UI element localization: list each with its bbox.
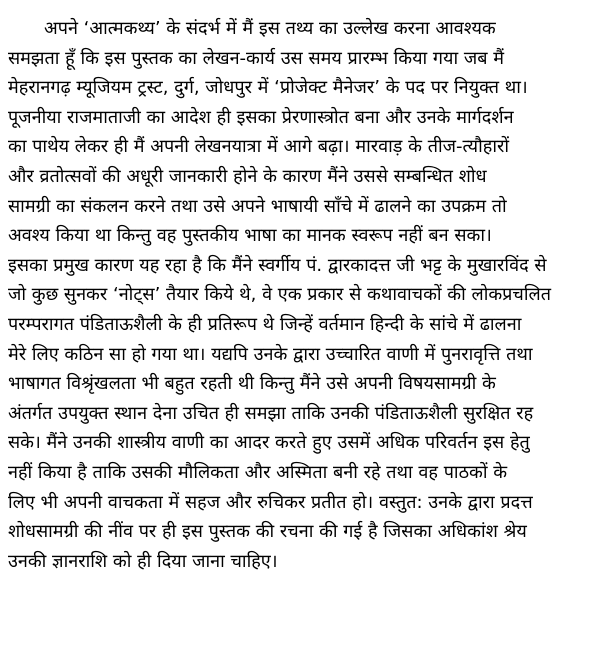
text-line-3: मेहरानगढ़ म्यूजियम ट्रस्ट, दुर्ग, जोधपुर में ‘प्रोजेक्ट मैनेजर’ के पद पर नियुक्त था।	[8, 77, 528, 99]
text-line-4: पूजनीया राजमाताजी का आदेश ही इसका प्रेरणास्त्रोत बना और उनके मार्गदर्शन	[8, 106, 514, 128]
text-line-19: उनकी ज्ञानराशि को ही दिया जाना चाहिए।	[8, 550, 278, 572]
text-line-1: अपने ‘आत्मकथ्य’ के संदर्भ में मैं इस तथ्य का उल्लेख करना आवश्यक	[44, 18, 496, 39]
text-line-15: सके। मैंने उनकी शास्त्रीय वाणी का आदर करते हुए उसमें अधिक परिवर्तन इस हेतु	[8, 432, 530, 454]
text-line-7: सामग्री का संकलन करने तथा उसे अपने भाषायी साँचे में ढालने का उपक्रम तो	[8, 195, 507, 217]
text-line-14: अंतर्गत उपयुक्त स्थान देना उचित ही समझा ताकि उनकी पंडिताऊशैली सुरक्षित रह	[8, 402, 534, 424]
text-line-8: अवश्य किया था किन्तु वह पुस्तकीय भाषा का मानक स्वरूप नहीं बन सका।	[8, 225, 492, 247]
text-line-17: लिए भी अपनी वाचकता में सहज और रुचिकर प्रतीत हो। वस्तुत: उनके द्वारा प्रदत्त	[8, 491, 533, 513]
text-line-18: शोधसामग्री की नींव पर ही इस पुस्तक की रचना की गई है जिसका अधिकांश श्रेय	[8, 521, 527, 543]
text-line-10: जो कुछ सुनकर ‘नोट्स’ तैयार किये थे, वे एक प्रकार से कथावाचकों की लोकप्रचलित	[8, 284, 551, 306]
text-line-2: समझता हूँ कि इस पुस्तक का लेखन-कार्य उस समय प्रारम्भ किया गया जब मैं	[8, 47, 504, 69]
text-line-9: इसका प्रमुख कारण यह रहा है कि मैंने स्वर्गीय पं. द्वारकादत्त जी भट्ट के मुखारविंद से	[8, 254, 547, 276]
text-line-11: परम्परागत पंडिताऊशैली के ही प्रतिरूप थे जिन्हें वर्तमान हिन्दी के सांचे में ढालना	[8, 313, 522, 335]
text-line-16: नहीं किया है ताकि उसकी मौलिकता और अस्मिता बनी रहे तथा वह पाठकों के	[8, 461, 508, 483]
paragraph	[8, 14, 592, 576]
text-line-5: का पाथेय लेकर ही मैं अपनी लेखनयात्रा में आगे बढ़ा। मारवाड़ के तीज-त्यौहारों	[8, 136, 510, 158]
text-line-6: और व्रतोत्सवों की अधूरी जानकारी होने के कारण मैंने उससे सम्बन्धित शोध	[8, 165, 487, 187]
text-line-12: मेरे लिए कठिन सा हो गया था। यद्यपि उनके द्वारा उच्चारित वाणी में पुनरावृत्ति तथा	[8, 343, 533, 365]
text-line-13: भाषागत विश्रृंखलता भी बहुत रहती थी किन्तु मैंने उसे अपनी विषयसामग्री के	[8, 373, 496, 395]
